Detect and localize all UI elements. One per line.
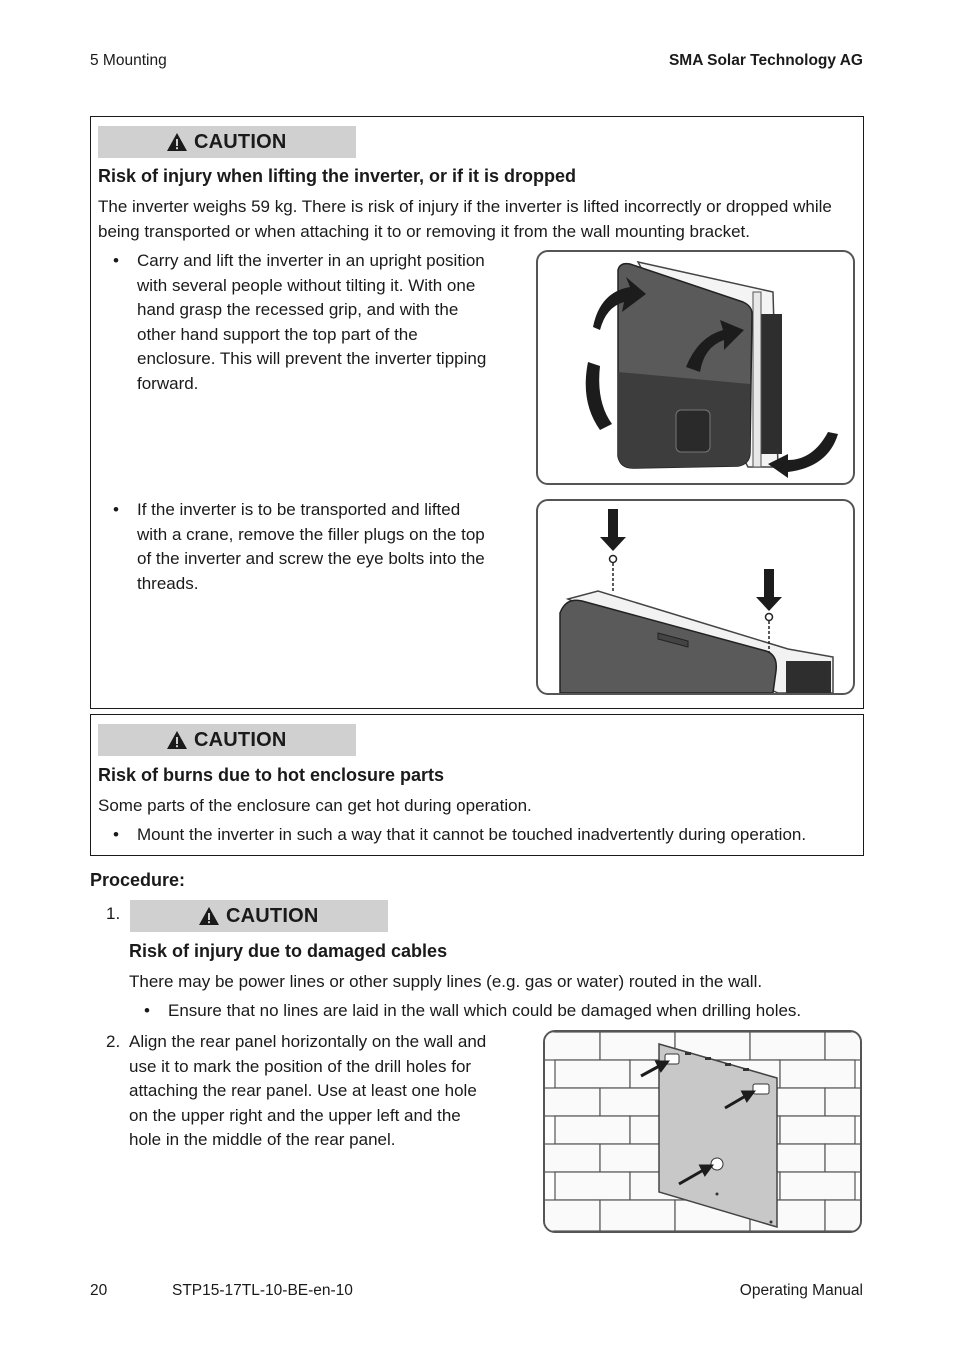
caution-label: CAUTION bbox=[194, 728, 287, 751]
bullet-icon: • bbox=[144, 1001, 150, 1020]
box1-intro-line1: The inverter weighs 59 kg. There is risk of injury if the inverter is lifted incorrectly or dropped while bbox=[98, 197, 832, 216]
bullet-icon: • bbox=[113, 251, 119, 270]
bullet-line: threads. bbox=[137, 573, 199, 593]
step2-line: hole in the middle of the rear panel. bbox=[129, 1130, 396, 1150]
box1-bullet2 bbox=[113, 498, 485, 596]
footer-page-number: 20 bbox=[90, 1282, 108, 1299]
bullet-line: Carry and lift the inverter in an upright position bbox=[137, 251, 485, 270]
bullet-line: Ensure that no lines are laid in the wall which could be damaged when drilling holes. bbox=[168, 1001, 802, 1020]
bullet-line: of the inverter and screw the eye bolts into the bbox=[137, 549, 485, 569]
caution-label: CAUTION bbox=[194, 130, 287, 153]
step2-number: 2. bbox=[106, 1032, 121, 1051]
bullet-line: enclosure. This will prevent the inverter tipping bbox=[137, 349, 487, 369]
step2-line: use it to mark the position of the drill holes for bbox=[129, 1056, 472, 1076]
bullet-line: with a crane, remove the filler plugs on the top bbox=[137, 524, 485, 544]
box2-bullet bbox=[113, 823, 807, 848]
bullet-icon: • bbox=[113, 825, 119, 844]
bullet-line: with several people without tilting it. With one bbox=[137, 275, 476, 295]
bullet-line: forward. bbox=[137, 373, 199, 393]
caution-label: CAUTION bbox=[226, 904, 319, 927]
bullet-line: hand grasp the recessed grip, and with the bbox=[137, 300, 459, 320]
figure-rear-panel-wall bbox=[543, 1030, 862, 1233]
warning-triangle-icon bbox=[166, 730, 188, 750]
header-company: SMA Solar Technology AG bbox=[668, 52, 863, 69]
caution-banner bbox=[130, 900, 388, 932]
step2-text bbox=[129, 1030, 486, 1153]
box1-intro-line2: being transported or when attaching it to or removing it from the wall mounting bracket. bbox=[98, 222, 751, 241]
caution-banner bbox=[98, 126, 356, 158]
step2-line: on the upper right and the upper left and the bbox=[129, 1105, 461, 1125]
step1-number: 1. bbox=[106, 904, 121, 923]
caution-banner bbox=[98, 724, 356, 756]
bullet-line: other hand support the top part of the bbox=[137, 324, 418, 344]
step1-title: Risk of injury due to damaged cables bbox=[129, 941, 448, 961]
step1-text: There may be power lines or other supply lines (e.g. gas or water) routed in the wall. bbox=[129, 972, 763, 991]
box2-title: Risk of burns due to hot enclosure parts bbox=[98, 765, 445, 785]
figure-inverter-lifting bbox=[536, 250, 855, 485]
step1-bullet bbox=[144, 999, 802, 1024]
procedure-heading: Procedure: bbox=[90, 870, 186, 890]
box1-bullet1 bbox=[113, 249, 487, 397]
step2-line: attaching the rear panel. Use at least one hole bbox=[129, 1081, 477, 1101]
figure-eye-bolts bbox=[536, 499, 855, 695]
box2-intro: Some parts of the enclosure can get hot during operation. bbox=[98, 796, 532, 815]
footer-doc-type: Operating Manual bbox=[739, 1282, 863, 1299]
caution-box-burns bbox=[90, 714, 864, 856]
footer-doc-code: STP15-17TL-10-BE-en-10 bbox=[172, 1282, 353, 1299]
bullet-line: If the inverter is to be transported and lifted bbox=[137, 500, 461, 519]
box1-title: Risk of injury when lifting the inverter, or if it is dropped bbox=[98, 166, 577, 186]
bullet-icon: • bbox=[113, 500, 119, 519]
warning-triangle-icon bbox=[198, 906, 220, 926]
bullet-line: Mount the inverter in such a way that it cannot be touched inadvertently during operation. bbox=[137, 825, 807, 844]
caution-box-lifting bbox=[90, 116, 864, 709]
warning-triangle-icon bbox=[166, 132, 188, 152]
step2-line: Align the rear panel horizontally on the wall and bbox=[129, 1032, 487, 1051]
header-section: 5 Mounting bbox=[90, 52, 167, 69]
